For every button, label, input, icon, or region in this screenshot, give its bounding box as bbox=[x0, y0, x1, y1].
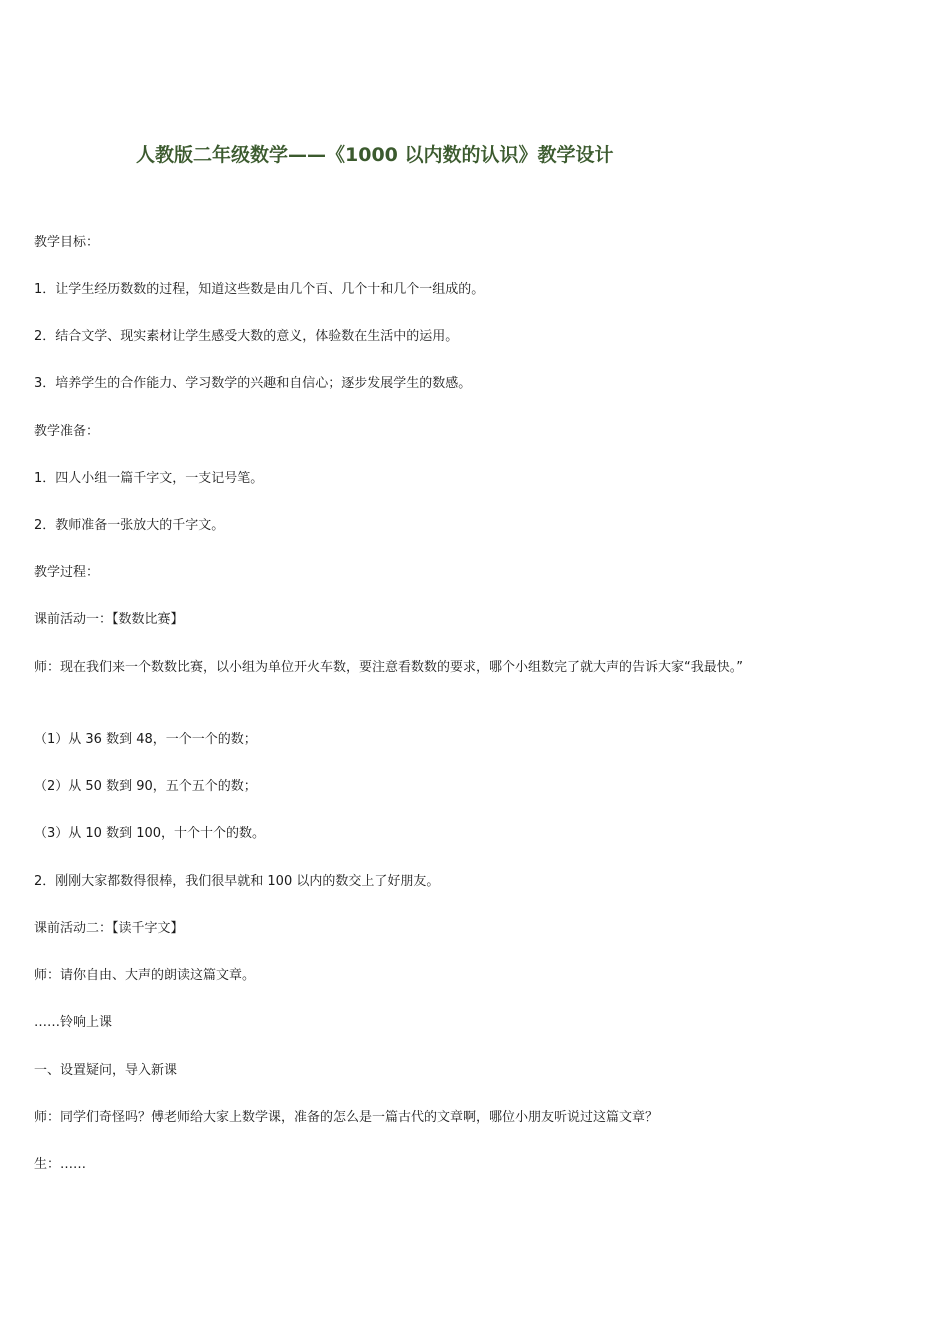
activity-heading-1: 课前活动一：【数数比赛】 bbox=[34, 612, 184, 627]
objective-item-3: 3．培养学生的合作能力、学习数学的兴趣和自信心；逐步发展学生的数感。 bbox=[34, 376, 472, 391]
preparation-item-2: 2．教师准备一张放大的千字文。 bbox=[34, 518, 225, 533]
section-heading-objectives: 教学目标： bbox=[34, 235, 100, 250]
counting-task-2: （2）从 50 数到 90，五个五个的数； bbox=[34, 779, 257, 794]
objective-item-1: 1．让学生经历数数的过程，知道这些数是由几个百、几个十和几个一组成的。 bbox=[34, 282, 485, 297]
objective-item-2: 2．结合文学、现实素材让学生感受大数的意义，体验数在生活中的运用。 bbox=[34, 329, 459, 344]
section-heading-introduction: 一、设置疑问，导入新课 bbox=[34, 1063, 178, 1078]
teacher-instruction-paragraph: 师：现在我们来一个数数比赛，以小组为单位开火车数，要注意看数数的要求，哪个小组数完了就大声的告诉大家“我最快。” bbox=[34, 660, 743, 675]
bell-rings-line: ……铃响上课 bbox=[34, 1015, 113, 1030]
preparation-item-1: 1．四人小组一篇千字文，一支记号笔。 bbox=[34, 471, 264, 486]
teacher-reading-instruction: 师：请你自由、大声的朗读这篇文章。 bbox=[34, 968, 256, 983]
counting-task-1: （1）从 36 数到 48，一个一个的数； bbox=[34, 732, 257, 747]
activity-summary: 2．刚刚大家都数得很棒，我们很早就和 100 以内的数交上了好朋友。 bbox=[34, 874, 440, 889]
section-heading-preparation: 教学准备： bbox=[34, 424, 100, 439]
teacher-question: 师：同学们奇怪吗？傅老师给大家上数学课，准备的怎么是一篇古代的文章啊，哪位小朋友听说过这篇文章？ bbox=[34, 1110, 659, 1125]
document-title: 人教版二年级数学——《1000 以内数的认识》教学设计 bbox=[136, 144, 614, 166]
counting-task-3: （3）从 10 数到 100，十个十个的数。 bbox=[34, 826, 266, 841]
student-response: 生：…… bbox=[34, 1157, 87, 1172]
section-heading-process: 教学过程： bbox=[34, 565, 100, 580]
activity-heading-2: 课前活动二：【读千字文】 bbox=[34, 921, 184, 936]
